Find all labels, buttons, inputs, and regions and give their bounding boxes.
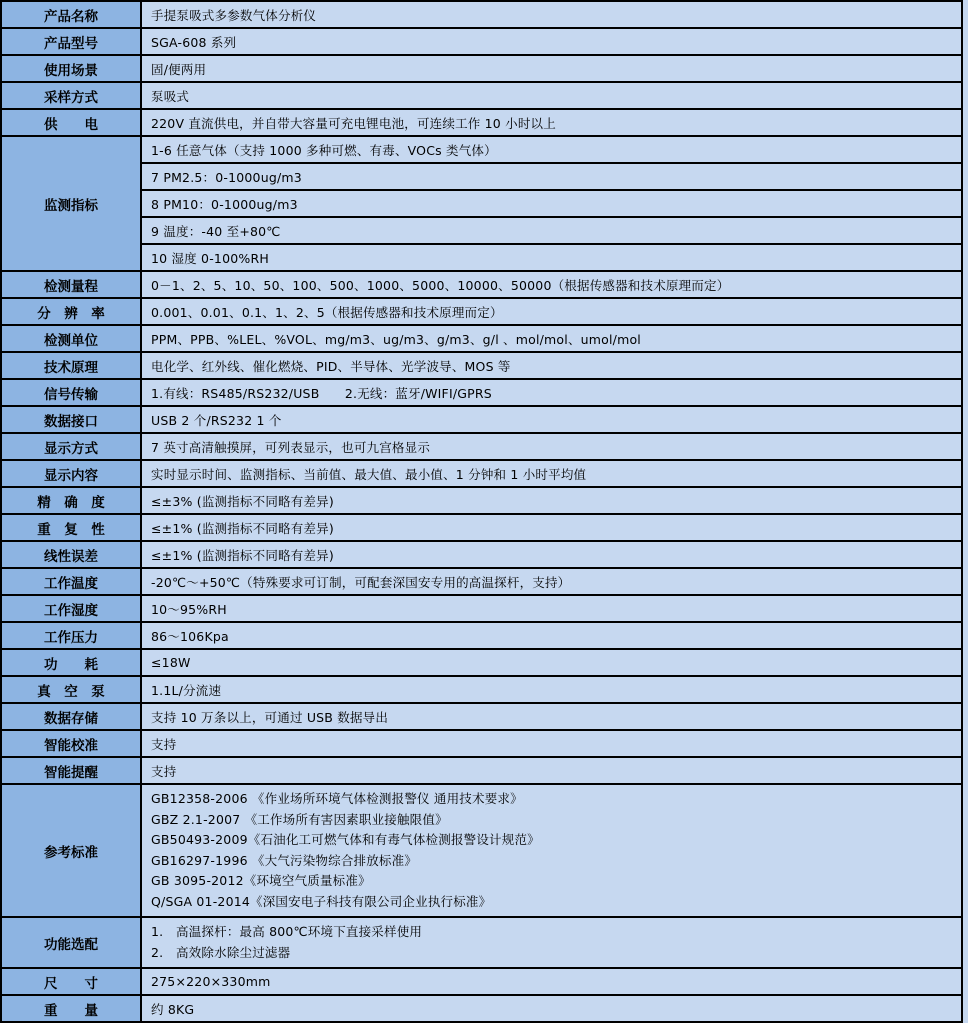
spec-row-monitoring-2 [1,163,962,190]
row-label: 真 空 泵 [1,676,141,703]
row-value: ≤±1% (监测指标不同略有差异) [141,514,962,541]
spec-row-monitoring-5 [1,244,962,271]
row-label: 技术原理 [1,352,141,379]
row-label: 产品名称 [1,1,141,28]
row-value: 支持 [141,757,962,784]
spec-row-signal-transmission [1,379,962,406]
spec-row-sampling-method [1,82,962,109]
row-value: 220V 直流供电，并自带大容量可充电锂电池，可连续工作 10 小时以上 [141,109,962,136]
row-value: ≤±3% (监测指标不同略有差异) [141,487,962,514]
spec-row-product-name [1,1,962,28]
row-value: 泵吸式 [141,82,962,109]
spec-row-repeatability [1,514,962,541]
row-label: 采样方式 [1,82,141,109]
spec-row-power-consumption [1,649,962,676]
row-label: 重 量 [1,995,141,1022]
spec-row-dimensions [1,968,962,995]
row-value: 1-6 任意气体（支持 1000 多种可燃、有毒、VOCs 类气体） [141,136,962,163]
row-value: 0.001、0.01、0.1、1、2、5（根据传感器和技术原理而定） [141,298,962,325]
row-label: 功 耗 [1,649,141,676]
standard-line: Q/SGA 01-2014《深国安电子科技有限公司企业执行标准》 [151,893,492,909]
spec-row-working-pressure [1,622,962,649]
spec-row-data-interface [1,406,962,433]
row-label: 智能提醒 [1,757,141,784]
row-label: 产品型号 [1,28,141,55]
row-value: 约 8KG [141,995,962,1022]
spec-row-smart-reminder [1,757,962,784]
spec-row-detection-range [1,271,962,298]
spec-row-linearity-error [1,541,962,568]
row-value: 1.有线：RS485/RS232/USB 2.无线：蓝牙/WIFI/GPRS [141,379,962,406]
row-value: 86～106Kpa [141,622,962,649]
row-value: 10 湿度 0-100%RH [141,244,962,271]
spec-row-display-content [1,460,962,487]
spec-row-monitoring-4 [1,217,962,244]
row-label: 参考标准 [1,784,141,917]
spec-row-product-model [1,28,962,55]
option-line: 1. 高温探杆：最高 800℃环境下直接采样使用 [151,924,423,939]
row-label: 显示方式 [1,433,141,460]
row-value: 7 PM2.5：0-1000ug/m3 [141,163,962,190]
spec-row-data-storage [1,703,962,730]
standard-line: GB12358-2006 《作业场所环境气体检测报警仪 通用技术要求》 [151,791,523,806]
row-value: USB 2 个/RS232 1 个 [141,406,962,433]
spec-row-weight [1,995,962,1022]
row-label: 显示内容 [1,460,141,487]
row-value: PPM、PPB、%LEL、%VOL、mg/m3、ug/m3、g/m3、g/l 、mol/mol、umol/mol [141,325,962,352]
spec-row-accuracy [1,487,962,514]
row-value: ≤±1% (监测指标不同略有差异) [141,541,962,568]
row-value-options [141,917,962,968]
row-value: 手提泵吸式多参数气体分析仪 [141,1,962,28]
row-label: 重 复 性 [1,514,141,541]
row-label: 智能校准 [1,730,141,757]
standard-line: GB50493-2009《石油化工可燃气体和有毒气体检测报警设计规范》 [151,832,540,847]
row-label: 线性误差 [1,541,141,568]
spec-row-smart-calibration [1,730,962,757]
row-label: 工作压力 [1,622,141,649]
row-value: SGA-608 系列 [141,28,962,55]
spec-row-working-temperature [1,568,962,595]
row-label: 工作温度 [1,568,141,595]
option-line: 2. 高效除水除尘过滤器 [151,944,291,960]
row-value: 9 温度：-40 至+80℃ [141,217,962,244]
standard-line: GB16297-1996 《大气污染物综合排放标准》 [151,852,418,868]
row-value: 7 英寸高清触摸屏，可列表显示，也可九宫格显示 [141,433,962,460]
row-label: 使用场景 [1,55,141,82]
spec-row-working-humidity [1,595,962,622]
row-value: 10～95%RH [141,595,962,622]
row-value: 0－1、2、5、10、50、100、500、1000、5000、10000、50000（根据传感器和技术原理而定） [141,271,962,298]
row-value: 8 PM10：0-1000ug/m3 [141,190,962,217]
row-label: 数据存储 [1,703,141,730]
row-value: 电化学、红外线、催化燃烧、PID、半导体、光学波导、MOS 等 [141,352,962,379]
row-label: 分 辨 率 [1,298,141,325]
row-value-standards [141,784,962,917]
row-value: 1.1L/分流速 [141,676,962,703]
spec-row-optional-functions [1,917,962,968]
row-label: 检测量程 [1,271,141,298]
spec-row-reference-standards [1,784,962,917]
row-value: -20℃～+50℃（特殊要求可订制，可配套深国安专用的高温探杆，支持） [141,568,962,595]
spec-row-resolution [1,298,962,325]
spec-row-display-mode [1,433,962,460]
spec-row-monitoring-1 [1,136,962,163]
standard-line: GB 3095-2012《环境空气质量标准》 [151,873,371,888]
spec-row-usage-scene [1,55,962,82]
row-label: 工作湿度 [1,595,141,622]
standard-line: GBZ 2.1-2007 《工作场所有害因素职业接触限值》 [151,811,448,827]
row-label: 功能选配 [1,917,141,968]
row-value: 支持 10 万条以上，可通过 USB 数据导出 [141,703,962,730]
spec-row-power-supply [1,109,962,136]
spec-row-detection-unit [1,325,962,352]
row-value: 275×220×330mm [141,968,962,995]
row-value: 实时显示时间、监测指标、当前值、最大值、最小值、1 分钟和 1 小时平均值 [141,460,962,487]
row-label: 尺 寸 [1,968,141,995]
row-label: 检测单位 [1,325,141,352]
row-label: 数据接口 [1,406,141,433]
row-value: 支持 [141,730,962,757]
row-label: 信号传输 [1,379,141,406]
row-label-monitoring: 监测指标 [1,136,141,271]
row-value: 固/便两用 [141,55,962,82]
spec-row-monitoring-3 [1,190,962,217]
spec-row-vacuum-pump [1,676,962,703]
row-label: 精 确 度 [1,487,141,514]
row-label: 供 电 [1,109,141,136]
row-value: ≤18W [141,649,962,676]
spec-row-technical-principle [1,352,962,379]
